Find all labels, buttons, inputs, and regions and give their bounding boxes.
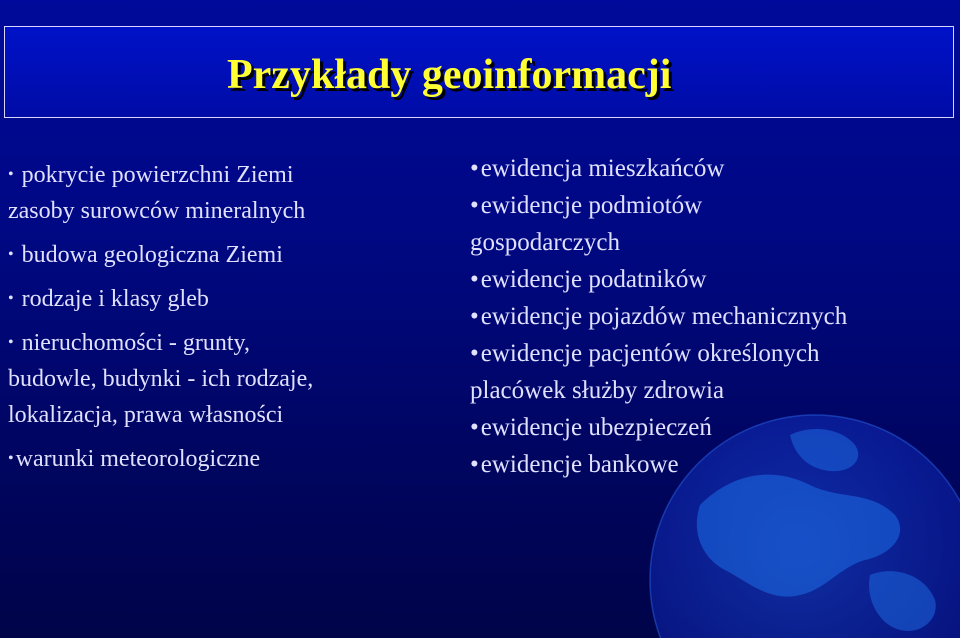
- list-item-text: nieruchomości - grunty,: [21, 330, 250, 356]
- list-item-text: ewidencje pojazdów mechanicznych: [480, 303, 848, 330]
- bullet: •: [470, 155, 479, 182]
- bullet: •: [470, 340, 479, 367]
- list-item-text: rodzaje i klasy gleb: [21, 286, 209, 312]
- list-item: [8, 237, 313, 273]
- list-item: [470, 446, 847, 483]
- list-item: [470, 409, 847, 446]
- list-item: [470, 150, 847, 187]
- list-item-text: zasoby surowców mineralnych: [8, 198, 306, 224]
- list-item-text: pokrycie powierzchni Ziemi: [21, 162, 294, 188]
- list-item: [470, 261, 847, 298]
- list-item: [470, 335, 847, 372]
- list-item: [8, 325, 313, 361]
- list-item-text: ewidencje podmiotów: [480, 192, 703, 219]
- slide-title: Przykłady geoinformacji: [227, 52, 672, 98]
- list-item-text: ewidencje podatników: [480, 266, 707, 293]
- bullet: •: [470, 266, 479, 293]
- list-item-text: ewidencje bankowe: [480, 451, 679, 478]
- list-item-text: ewidencje pacjentów określonych: [480, 340, 820, 367]
- bullet: •: [8, 166, 14, 183]
- bullet: •: [8, 290, 14, 307]
- left-column: [8, 157, 313, 477]
- list-item-text: ewidencje ubezpieczeń: [480, 414, 712, 441]
- bullet: •: [470, 303, 479, 330]
- list-item: [470, 187, 847, 224]
- list-item: [8, 441, 313, 477]
- list-item-continuation: [470, 372, 847, 409]
- list-item-text: gospodarczych: [470, 229, 620, 256]
- list-item-text: budowa geologiczna Ziemi: [21, 242, 283, 268]
- list-item: [8, 157, 313, 193]
- bullet: •: [470, 451, 479, 478]
- list-item-continuation: [8, 397, 313, 433]
- list-item: [470, 298, 847, 335]
- bullet: •: [8, 334, 14, 351]
- list-item-continuation: [8, 193, 313, 229]
- list-item: [8, 281, 313, 317]
- list-item-text: placówek służby zdrowia: [470, 377, 725, 404]
- list-item-text: warunki meteorologiczne: [15, 446, 261, 472]
- bullet: •: [470, 192, 479, 219]
- list-item-text: budowle, budynki - ich rodzaje,: [8, 366, 314, 392]
- list-item-text: ewidencja mieszkańców: [480, 155, 725, 182]
- list-item-text: lokalizacja, prawa własności: [8, 402, 284, 428]
- bullet: •: [470, 414, 479, 441]
- bullet: •: [8, 246, 14, 263]
- right-column: [470, 150, 847, 483]
- list-item-continuation: [470, 224, 847, 261]
- bullet: •: [8, 450, 14, 467]
- list-item-continuation: [8, 361, 313, 397]
